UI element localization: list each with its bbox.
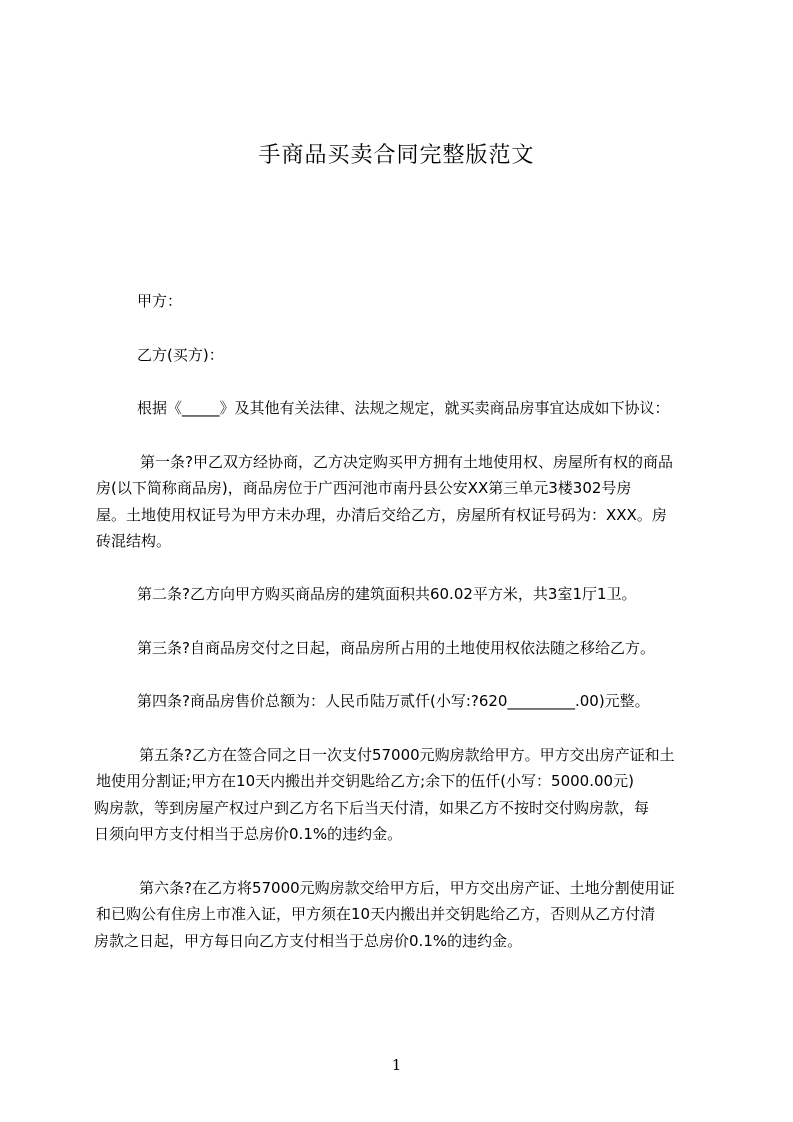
party-b-label: 乙方(买方)： — [137, 346, 224, 364]
article6-line3: 房款之日起，甲方每日向乙方支付相当于总房价0.1%的违约金。 — [94, 932, 523, 950]
article5-line2: 地使用分割证;甲方在10天内搬出并交钥匙给乙方;余下的伍仟(小写：5000.00元) — [96, 772, 634, 790]
article1-line4: 砖混结构。 — [96, 532, 172, 550]
article6-line2: 和已购公有住房上市准入证，甲方须在10天内搬出并交钥匙给乙方，否则从乙方付清 — [96, 905, 656, 923]
article4-paragraph: 第四条?商品房售价总额为：人民币陆万贰仟(小写:?620_________.00)元整。 — [137, 692, 650, 710]
document-title: 手商品买卖合同完整版范文 — [258, 143, 535, 168]
article5-line3: 购房款，等到房屋产权过户到乙方名下后当天付清，如果乙方不按时交付购房款，每 — [94, 799, 650, 817]
article1-line3: 屋。土地使用权证号为甲方未办理，办清后交给乙方，房屋所有权证号码为：XXX。房 — [96, 506, 667, 524]
article6-line1: 第六条?在乙方将57000元购房款交给甲方后，甲方交出房产证、土地分割使用证 — [139, 879, 675, 897]
party-a-label: 甲方： — [137, 292, 183, 310]
article1-line1: 第一条?甲乙双方经协商，乙方决定购买甲方拥有土地使用权、房屋所有权的商品 — [140, 453, 673, 471]
article5-line1: 第五条?乙方在签合同之日一次支付57000元购房款给甲方。甲方交出房产证和土 — [139, 746, 675, 764]
page-number: 1 — [391, 1056, 402, 1074]
article1-line2: 房(以下简称商品房)，商品房位于广西河池市南丹县公安XX第三单元3楼302号房 — [96, 479, 632, 497]
article5-line4: 日须向甲方支付相当于总房价0.1%的违约金。 — [94, 825, 403, 843]
basis-paragraph: 根据《_____》及其他有关法律、法规之规定，就买卖商品房事宜达成如下协议： — [137, 399, 670, 417]
article3-paragraph: 第三条?自商品房交付之日起，商品房所占用的土地使用权依法随之移给乙方。 — [137, 639, 655, 657]
article2-paragraph: 第二条?乙方向甲方购买商品房的建筑面积共60.02平方米，共3室1厅1卫。 — [137, 585, 637, 603]
